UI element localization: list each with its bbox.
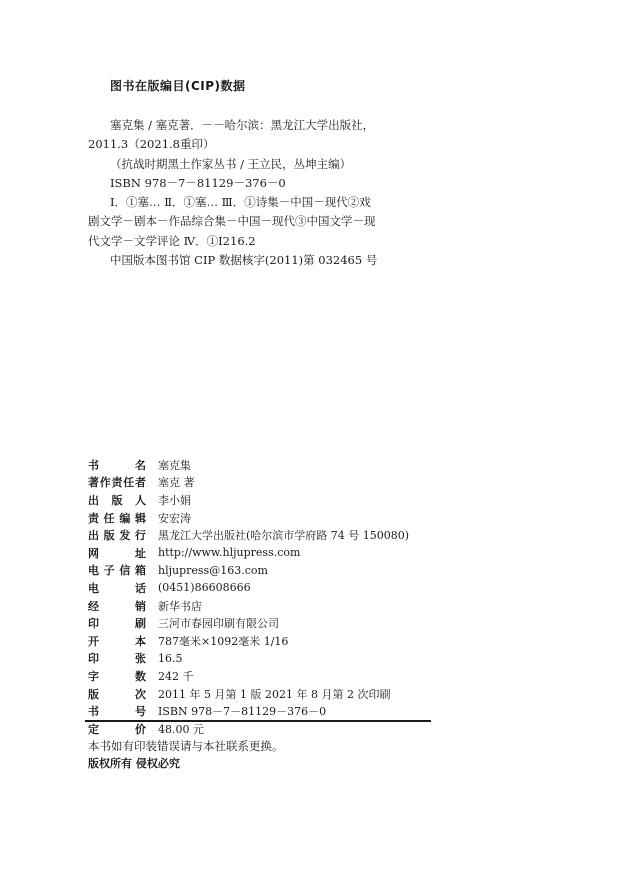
info-value: 三河市春园印刷有限公司 xyxy=(158,617,279,631)
cip-line-classification-1: Ⅰ．①塞… Ⅱ．①塞… Ⅲ．①诗集－中国－现代②戏 xyxy=(110,195,371,210)
info-label: 版 次 xyxy=(88,687,146,701)
info-label: 著 作 责 任 者 xyxy=(88,476,146,490)
cip-line-isbn: ISBN 978－7－81129－376－0 xyxy=(110,175,286,190)
info-value: 新华书店 xyxy=(158,599,202,613)
replacement-notice: 本书如有印装错误请与本社联系更换。 xyxy=(88,739,284,753)
info-row xyxy=(88,509,433,527)
cip-line-title-author: 塞克集 / 塞克著．－－哈尔滨：黑龙江大学出版社， xyxy=(110,118,375,132)
info-value: 黑龙江大学出版社(哈尔滨市学府路 74 号 150080) xyxy=(158,529,410,543)
info-value: http://www.hljupress.com xyxy=(158,546,301,560)
cip-line-classification-2: 剧文学－剧本－作品综合集－中国－现代③中国文学－现 xyxy=(88,214,376,229)
info-row xyxy=(88,579,433,597)
info-row xyxy=(88,614,433,632)
info-row xyxy=(88,526,433,544)
cip-line-date: 2011.3（2021.8重印） xyxy=(88,137,215,152)
cip-line-series: （抗战时期黑土作家丛书 / 王立民，丛坤主编） xyxy=(110,156,352,171)
info-value: 242 千 xyxy=(158,669,194,683)
info-row xyxy=(88,685,433,703)
info-row xyxy=(88,597,433,615)
info-row xyxy=(88,562,433,580)
info-label: 电 话 xyxy=(88,581,146,595)
info-value: 安宏涛 xyxy=(158,511,191,525)
info-row xyxy=(88,702,433,720)
info-row xyxy=(88,544,433,562)
info-value: (0451)86608666 xyxy=(158,581,251,595)
info-value: 48.00 元 xyxy=(158,722,204,736)
divider-rule xyxy=(85,720,431,722)
info-value: 16.5 xyxy=(158,651,183,665)
info-label: 责 任 编 辑 xyxy=(88,511,146,525)
footer-notes xyxy=(88,737,284,773)
publication-info-table xyxy=(88,456,433,738)
info-value: ISBN 978－7－81129－376－0 xyxy=(158,705,327,719)
info-label: 印 刷 xyxy=(88,617,146,631)
cip-record xyxy=(88,116,408,270)
info-label: 开 本 xyxy=(88,634,146,648)
info-label: 出 版 人 xyxy=(88,493,146,507)
info-label: 定 价 xyxy=(88,722,146,736)
info-row xyxy=(88,474,433,492)
info-label: 出 版 发 行 xyxy=(88,529,146,543)
cip-line-data-number: 中国版本图书馆 CIP 数据核字(2011)第 032465 号 xyxy=(110,253,378,268)
info-label: 电 子 信 箱 xyxy=(88,564,146,578)
copyright-notice: 版权所有 侵权必究 xyxy=(88,757,180,770)
info-value: 塞克 著 xyxy=(158,476,195,490)
info-row xyxy=(88,632,433,650)
info-value: hljupress@163.com xyxy=(158,563,268,577)
cip-title: 图书在版编目(CIP)数据 xyxy=(110,79,246,93)
info-row xyxy=(88,650,433,668)
info-value: 塞克集 xyxy=(158,458,191,472)
cip-line-classification-3: 代文学－文学评论 Ⅳ．①I216.2 xyxy=(88,233,256,248)
info-row xyxy=(88,491,433,509)
info-value: 2011 年 5 月第 1 版 2021 年 8 月第 2 次印刷 xyxy=(158,687,391,701)
info-row xyxy=(88,456,433,474)
info-label: 字 数 xyxy=(88,669,146,683)
info-label: 书 名 xyxy=(88,458,146,472)
info-label: 书 号 xyxy=(88,705,146,719)
info-label: 经 销 xyxy=(88,599,146,613)
info-value: 787毫米×1092毫米 1/16 xyxy=(158,634,289,648)
info-label: 印 张 xyxy=(88,652,146,666)
info-label: 网 址 xyxy=(88,546,146,560)
info-row xyxy=(88,720,433,738)
info-value: 李小娟 xyxy=(158,493,191,507)
info-row xyxy=(88,667,433,685)
